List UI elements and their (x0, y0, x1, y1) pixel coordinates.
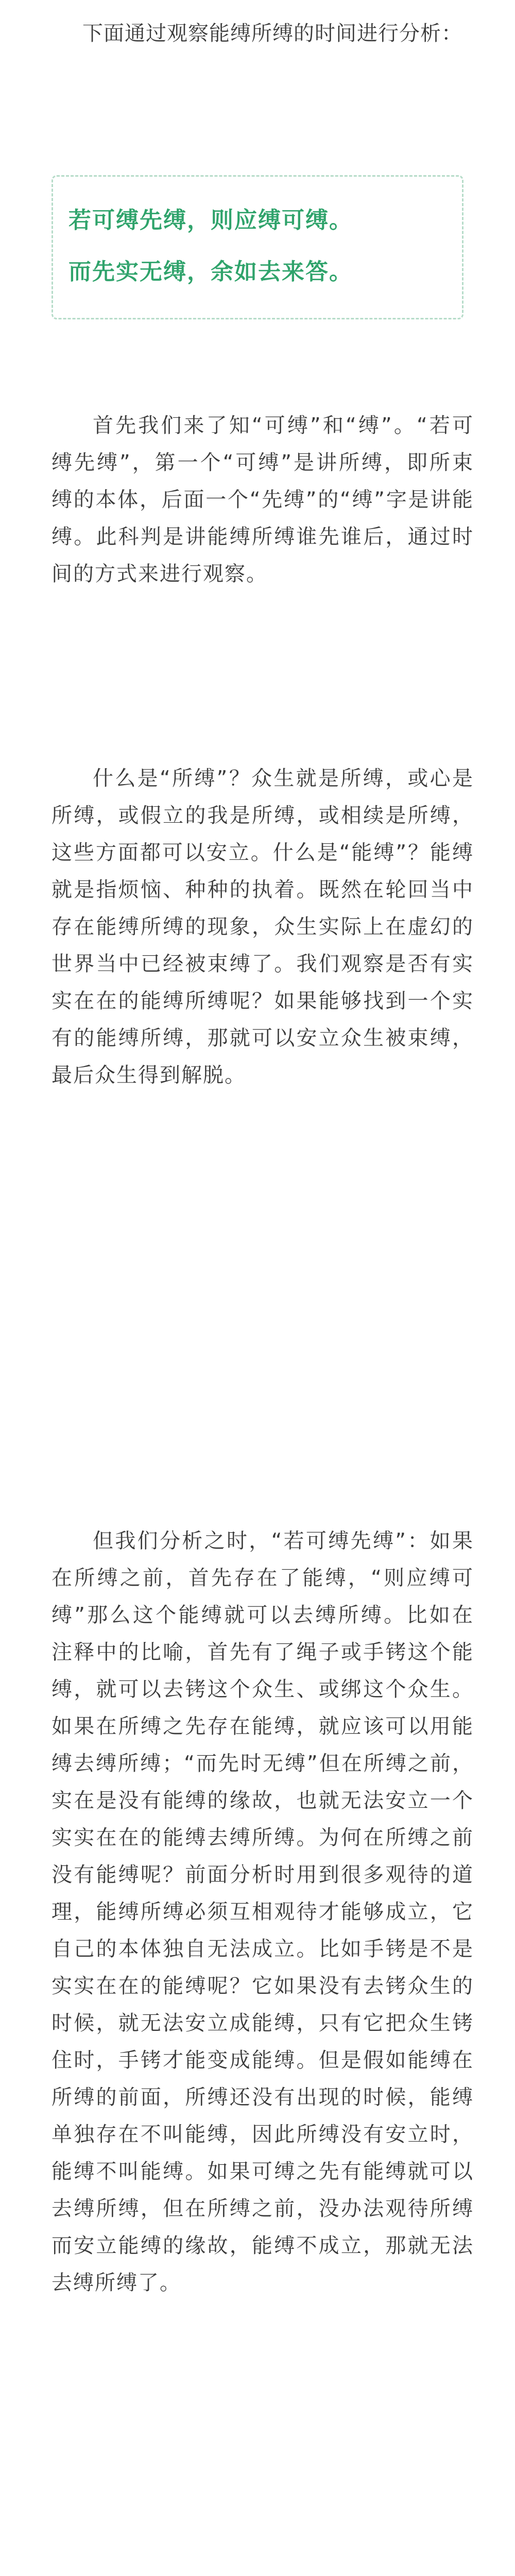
verse-line-2: 而先实无缚，余如去来答。 (68, 259, 353, 285)
paragraph-1: 首先我们来了知“可缚”和“缚”。“若可缚先缚”，第一个“可缚”是讲所缚，即所束缚的本体，后面一个“先缚”的“缚”字是讲能缚。此科判是讲能缚所缚谁先谁后，通过时间的方式来进行观察。 (52, 414, 474, 586)
paragraph-2: 什么是“所缚”？众生就是所缚，或心是所缚，或假立的我是所缚，或相续是所缚，这些方面都可以安立。什么是“能缚”？能缚就是指烦恼、种种的执着。既然在轮回当中存在能缚所缚的现象，众生实际上在虚幻的世界当中已经被束缚了。我们观察是否有实实在在的能缚所缚呢？如果能够找到一个实有的能缚所缚，那就可以安立众生被束缚，最后众生得到解脱。 (52, 767, 474, 1087)
paragraph-3: 但我们分析之时，“若可缚先缚”：如果在所缚之前，首先存在了能缚，“则应缚可缚”那么这个能缚就可以去缚所缚。比如在注释中的比喻，首先有了绳子或手铐这个能缚，就可以去铐这个众生、或绑这个众生。如果在所缚之先存在能缚，就应该可以用能缚去缚所缚；“而先时无缚”但在所缚之前，实在是没有能缚的缘故，也就无法安立一个实实在在的能缚去缚所缚。为何在所缚之前没有能缚呢？前面分析时用到很多观待的道理，能缚所缚必须互相观待才能够成立，它自己的本体独自无法成立。比如手铐是不是实实在在的能缚呢？它如果没有去铐众生的时候，就无法安立成能缚，只有它把众生铐住时，手铐才能变成能缚。但是假如能缚在所缚的前面，所缚还没有出现的时候，能缚单独存在不叫能缚，因此所缚没有安立时，能缚不叫能缚。如果可缚之先有能缚就可以去缚所缚，但在所缚之前，没办法观待所缚而安立能缚的缘故，能缚不成立，那就无法去缚所缚了。 (52, 1529, 474, 2295)
verse-line-1: 若可缚先缚，则应缚可缚。 (68, 207, 353, 233)
intro-text: 下面通过观察能缚所缚的时间进行分析： (82, 22, 462, 45)
verse-quote-box (52, 175, 464, 319)
